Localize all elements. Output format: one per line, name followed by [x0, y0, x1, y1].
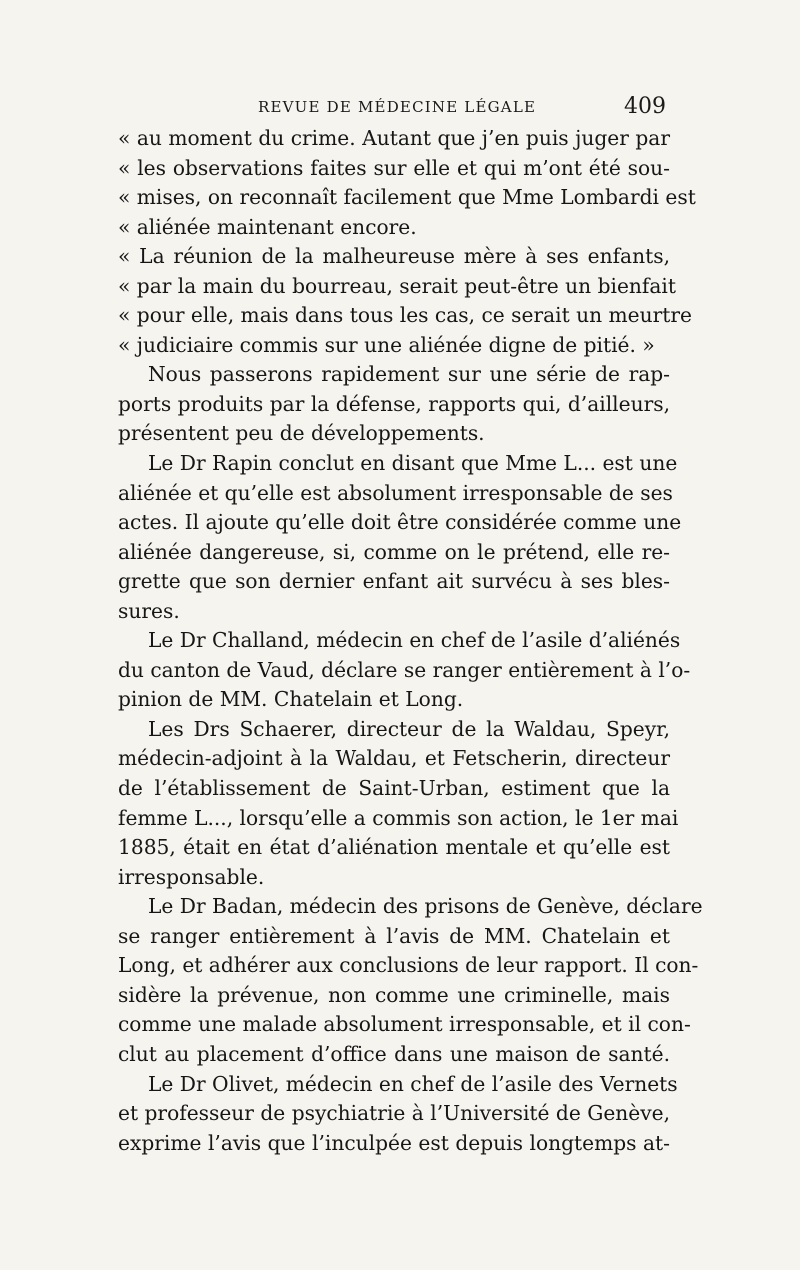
text-line: et professeur de psychiatrie à l’Université de Genève, — [118, 1101, 670, 1126]
text-line: « La réunion de la malheureuse mère à ses enfants, — [118, 244, 670, 269]
text-line: ports produits par la défense, rapports qui, d’ailleurs, — [118, 391, 670, 416]
text-line: aliénée dangereuse, si, comme on le prétend, elle re- — [118, 539, 670, 564]
text-line: de l’établissement de Saint-Urban, estiment que la — [118, 776, 670, 801]
running-title: REVUE DE MÉDECINE LÉGALE — [258, 98, 537, 116]
text-line: « par la main du bourreau, serait peut-être un bienfait — [118, 273, 676, 298]
text-line: Le Dr Olivet, médecin en chef de l’asile des Vernets — [148, 1071, 678, 1096]
text-line: 1885, était en état d’aliénation mentale et qu’elle est — [118, 835, 670, 860]
text-line: Le Dr Rapin conclut en disant que Mme L... est une — [148, 451, 678, 476]
text-line: « aliénée maintenant encore. — [118, 214, 417, 239]
text-line: du canton de Vaud, déclare se ranger entièrement à l’o- — [118, 657, 691, 682]
text-line: Le Dr Challand, médecin en chef de l’asile d’aliénés — [148, 628, 681, 653]
text-line: actes. Il ajoute qu’elle doit être considérée comme une — [118, 510, 682, 535]
text-line: médecin-adjoint à la Waldau, et Fetscherin, directeur — [118, 746, 670, 771]
text-line: sures. — [118, 598, 180, 623]
text-line: exprime l’avis que l’inculpée est depuis longtemps at- — [118, 1130, 670, 1155]
text-line: aliénée et qu’elle est absolument irresponsable de ses — [118, 480, 673, 505]
text-line: « pour elle, mais dans tous les cas, ce serait un meurtre — [118, 303, 692, 328]
text-line: « les observations faites sur elle et qui m’ont été sou- — [118, 155, 670, 180]
text-line: sidère la prévenue, non comme une criminelle, mais — [118, 982, 670, 1007]
text-line: irresponsable. — [118, 864, 265, 889]
text-line: « mises, on reconnaît facilement que Mme Lombardi est — [118, 185, 696, 210]
text-line: présentent peu de développements. — [118, 421, 485, 446]
text-line: pinion de MM. Chatelain et Long. — [118, 687, 464, 712]
text-line: Long, et adhérer aux conclusions de leur rapport. Il con- — [118, 953, 699, 978]
text-line: « au moment du crime. Autant que j’en puis juger par — [118, 126, 670, 150]
body-text — [118, 124, 703, 1158]
text-line: clut au placement d’office dans une maison de santé. — [118, 1041, 670, 1066]
text-line: Les Drs Schaerer, directeur de la Waldau, Speyr, — [148, 716, 670, 741]
page-number: 409 — [624, 94, 666, 119]
text-line: femme L..., lorsqu’elle a commis son action, le 1er mai — [118, 805, 679, 830]
text-line: Le Dr Badan, médecin des prisons de Genève, déclare — [148, 894, 703, 919]
text-line: comme une malade absolument irresponsable, et il con- — [118, 1012, 691, 1037]
text-line: Nous passerons rapidement sur une série de rap- — [148, 362, 670, 387]
text-line: grette que son dernier enfant ait survécu à ses bles- — [118, 569, 670, 594]
text-line: se ranger entièrement à l’avis de MM. Chatelain et — [118, 923, 670, 948]
page-header — [118, 96, 670, 120]
text-line: « judiciaire commis sur une aliénée digne de pitié. » — [118, 332, 655, 357]
